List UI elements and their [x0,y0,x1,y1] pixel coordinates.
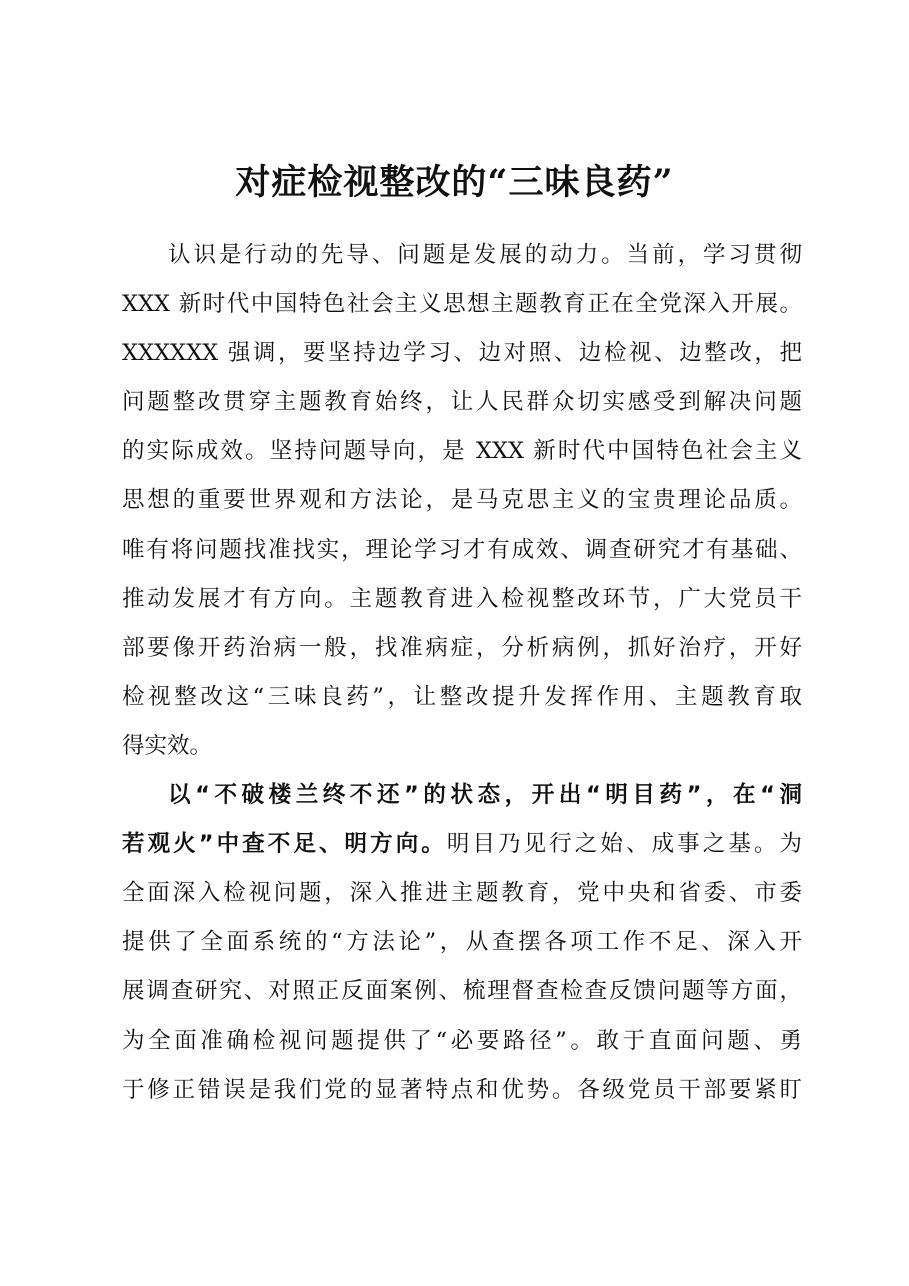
paragraph-1-line-1: 认识是行动的先导、问题是发展的动力。当前，学习贯彻 [168,242,802,268]
paragraph-2-heading-line-2: 若观火”中查不足、明方向。 [122,831,447,858]
paragraph-2-heading-line-1: 以“不破楼兰终不还”的状态，开出“明目药”，在“洞 [168,782,802,809]
paragraph-2-line-5: 展调查研究、对照正反面案例、梳理督查检查反馈问题等方面， [122,978,802,1005]
paragraph-2-line-4: 提供了全面系统的“方法论”，从查摆各项工作不足、深入开 [122,929,802,956]
paragraph-1-line-8: 推动发展才有方向。主题教育进入检视整改环节，广大党员干 [122,585,802,612]
paragraph-1-line-11: 得实效。 [122,732,213,759]
document-title: 对症检视整改的“三味良药” [235,162,674,203]
document-body [122,231,802,1115]
paragraph-1-line-5: 的实际成效。坚持问题导向，是 XXX 新时代中国特色社会主义 [122,438,802,465]
paragraph-1-line-10: 检视整改这“三味良药”，让整改提升发挥作用、主题教育取 [122,683,802,710]
paragraph-2-line-3: 全面深入检视问题，深入推进主题教育，党中央和省委、市委 [122,880,802,907]
paragraph-1-line-4: 问题整改贯穿主题教育始终，让人民群众切实感受到解决问题 [122,389,802,416]
paragraph-2-line-6: 为全面准确检视问题提供了“必要路径”。敢于直面问题、勇 [122,1027,802,1054]
paragraph-2-line-7: 于修正错误是我们党的显著特点和优势。各级党员干部要紧盯 [122,1076,802,1103]
paragraph-2-line-2 [122,820,802,869]
paragraph-1-line-3: XXXXXX 强调，要坚持边学习、边对照、边检视、边整改，把 [122,340,802,367]
paragraph-2-line-2-rest: 明目乃见行之始、成事之基。为 [446,831,802,858]
paragraph-1-line-7: 唯有将问题找准找实，理论学习才有成效、调查研究才有基础、 [122,536,802,563]
paragraph-1-line-9: 部要像开药治病一般，找准病症，分析病例，抓好治疗，开好 [122,634,802,661]
paragraph-1-line-2: XXX 新时代中国特色社会主义思想主题教育正在全党深入开展。 [122,291,802,318]
paragraph-1-line-6: 思想的重要世界观和方法论，是马克思主义的宝贵理论品质。 [122,487,802,514]
